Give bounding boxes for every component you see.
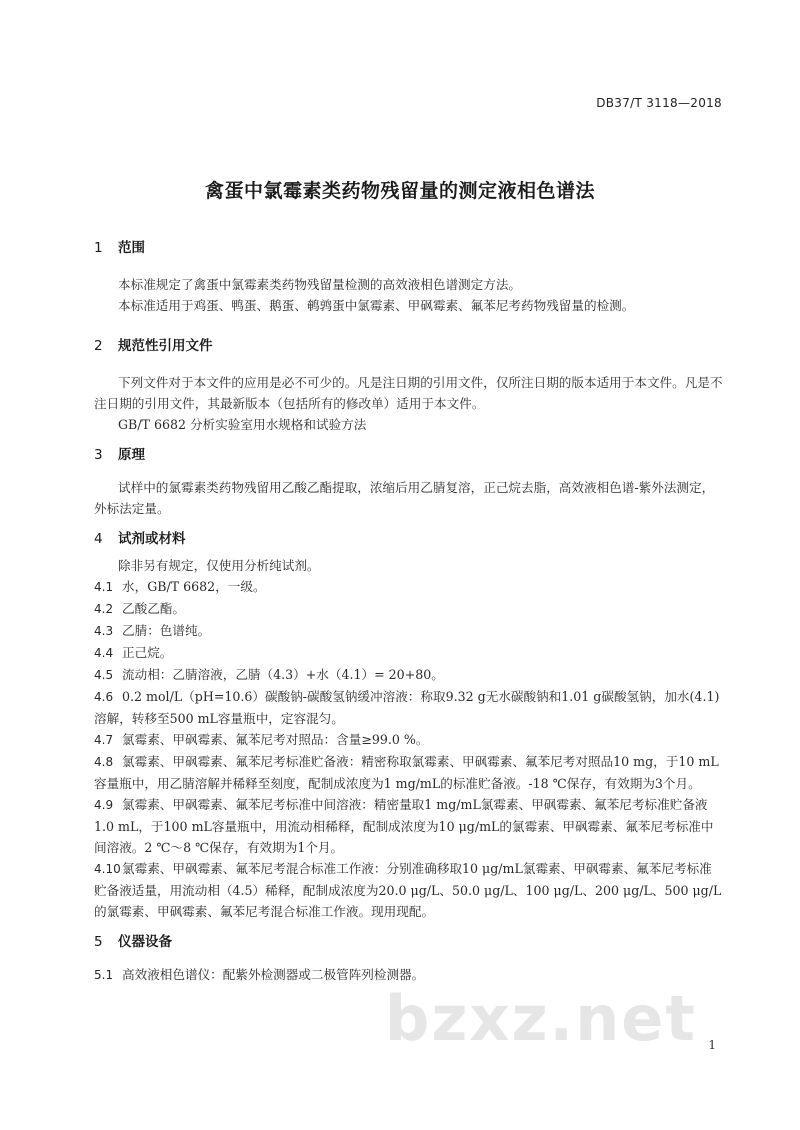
- paragraph: 本标准规定了禽蛋中氯霉素类药物残留量检测的高效液相色谱测定方法。: [118, 277, 521, 292]
- clause-item: 4.2 乙酸乙酯。: [94, 601, 185, 616]
- clause-item: 4.10氯霉素、甲砜霉素、氟苯尼考混合标准工作液：分别准确移取10 μg/mL氯霉素、甲砜霉素、氟苯尼考标准贮备液适量，用流动相（4.5）稀释，配制成浓度为20.0 μg/L、50.0 μg/L、100 μg/L、200 μg/L、500 μg/L的氯霉素、甲砜霉素、氟苯尼考混合标准工作液。现用现配。: [94, 861, 722, 919]
- section-title: 原理: [118, 447, 145, 463]
- section-number: 3: [94, 447, 103, 463]
- section-heading-scope: [94, 236, 724, 256]
- document-body: [94, 236, 724, 986]
- section-title: 试剂或材料: [118, 531, 186, 547]
- clause-item: 5.1 高效液相色谱仪：配紫外检测器或二极管阵列检测器。: [94, 967, 425, 982]
- section-heading-apparatus: [94, 930, 724, 950]
- paragraph: 本标准适用于鸡蛋、鸭蛋、鹅蛋、鹌鹑蛋中氯霉素、甲砜霉素、氟苯尼考药物残留量的检测。: [118, 298, 635, 313]
- clause-item: 4.3 乙腈：色谱纯。: [94, 623, 211, 638]
- paragraph: 试样中的氯霉素类药物残留用乙酸乙酯提取，浓缩后用乙腈复溶，正己烷去脂，高效液相色谱-紫外法测定，外标法定量。: [94, 480, 715, 516]
- site-watermark: bzxz.net: [385, 982, 697, 1055]
- section-title: 仪器设备: [118, 934, 172, 950]
- clause-item: 4.7 氯霉素、甲砜霉素、氟苯尼考对照品：含量≥99.0 %。: [94, 732, 429, 747]
- paragraph: 除非另有规定，仅使用分析纯试剂。: [118, 558, 320, 573]
- clause-item: 4.1 水，GB/T 6682，一级。: [94, 579, 266, 594]
- section-number: 4: [94, 531, 103, 547]
- section-number: 1: [94, 240, 103, 256]
- clause-item: 4.6 0.2 mol/L（pH=10.6）碳酸钠-碳酸氢钠缓冲溶液：称取9.32 g无水碳酸钠和1.01 g碳酸氢钠，加水(4.1)溶解，转移至500 mL容量瓶中，定容混匀。: [94, 689, 720, 726]
- standard-code: DB37/T 3118—2018: [596, 96, 722, 110]
- section-heading-reagents: [94, 527, 724, 547]
- section-heading-normative-references: [94, 334, 724, 354]
- paragraph: 下列文件对于本文件的应用是必不可少的。凡是注日期的引用文件，仅所注日期的版本适用于本文件。凡是不注日期的引用文件，其最新版本（包括所有的修改单）适用于本文件。: [94, 375, 723, 411]
- section-heading-principle: [94, 443, 724, 463]
- clause-item: 4.8 氯霉素、甲砜霉素、氟苯尼考标准贮备液：精密称取氯霉素、甲砜霉素、氟苯尼考对照品10 mg，于10 mL容量瓶中，用乙腈溶解并稀释至刻度，配制成浓度为1 mg/mL的标准贮备液。-18 ℃保存，有效期为3个月。: [94, 754, 719, 791]
- clause-item: 4.9 氯霉素、甲砜霉素、氟苯尼考标准中间溶液：精密量取1 mg/mL氯霉素、甲砜霉素、氟苯尼考标准贮备液1.0 mL，于100 mL容量瓶中，用流动相稀释，配制成浓度为10 μg/mL的氯霉素、甲砜霉素、氟苯尼考标准中间溶液。2 ℃～8 ℃保存，有效期为1个月。: [94, 797, 714, 855]
- page-number: 1: [708, 1038, 716, 1052]
- clause-item: 4.4 正己烷。: [94, 645, 173, 660]
- reference-entry: GB/T 6682 分析实验室用水规格和试验方法: [118, 417, 367, 432]
- section-title: 范围: [118, 240, 145, 256]
- document-title: 禽蛋中氯霉素类药物残留量的测定液相色谱法: [204, 180, 595, 202]
- section-number: 2: [94, 338, 103, 354]
- section-title: 规范性引用文件: [118, 338, 213, 354]
- clause-item: 4.5 流动相：乙腈溶液，乙腈（4.3）+水（4.1）= 20+80。: [94, 667, 444, 682]
- section-number: 5: [94, 934, 103, 950]
